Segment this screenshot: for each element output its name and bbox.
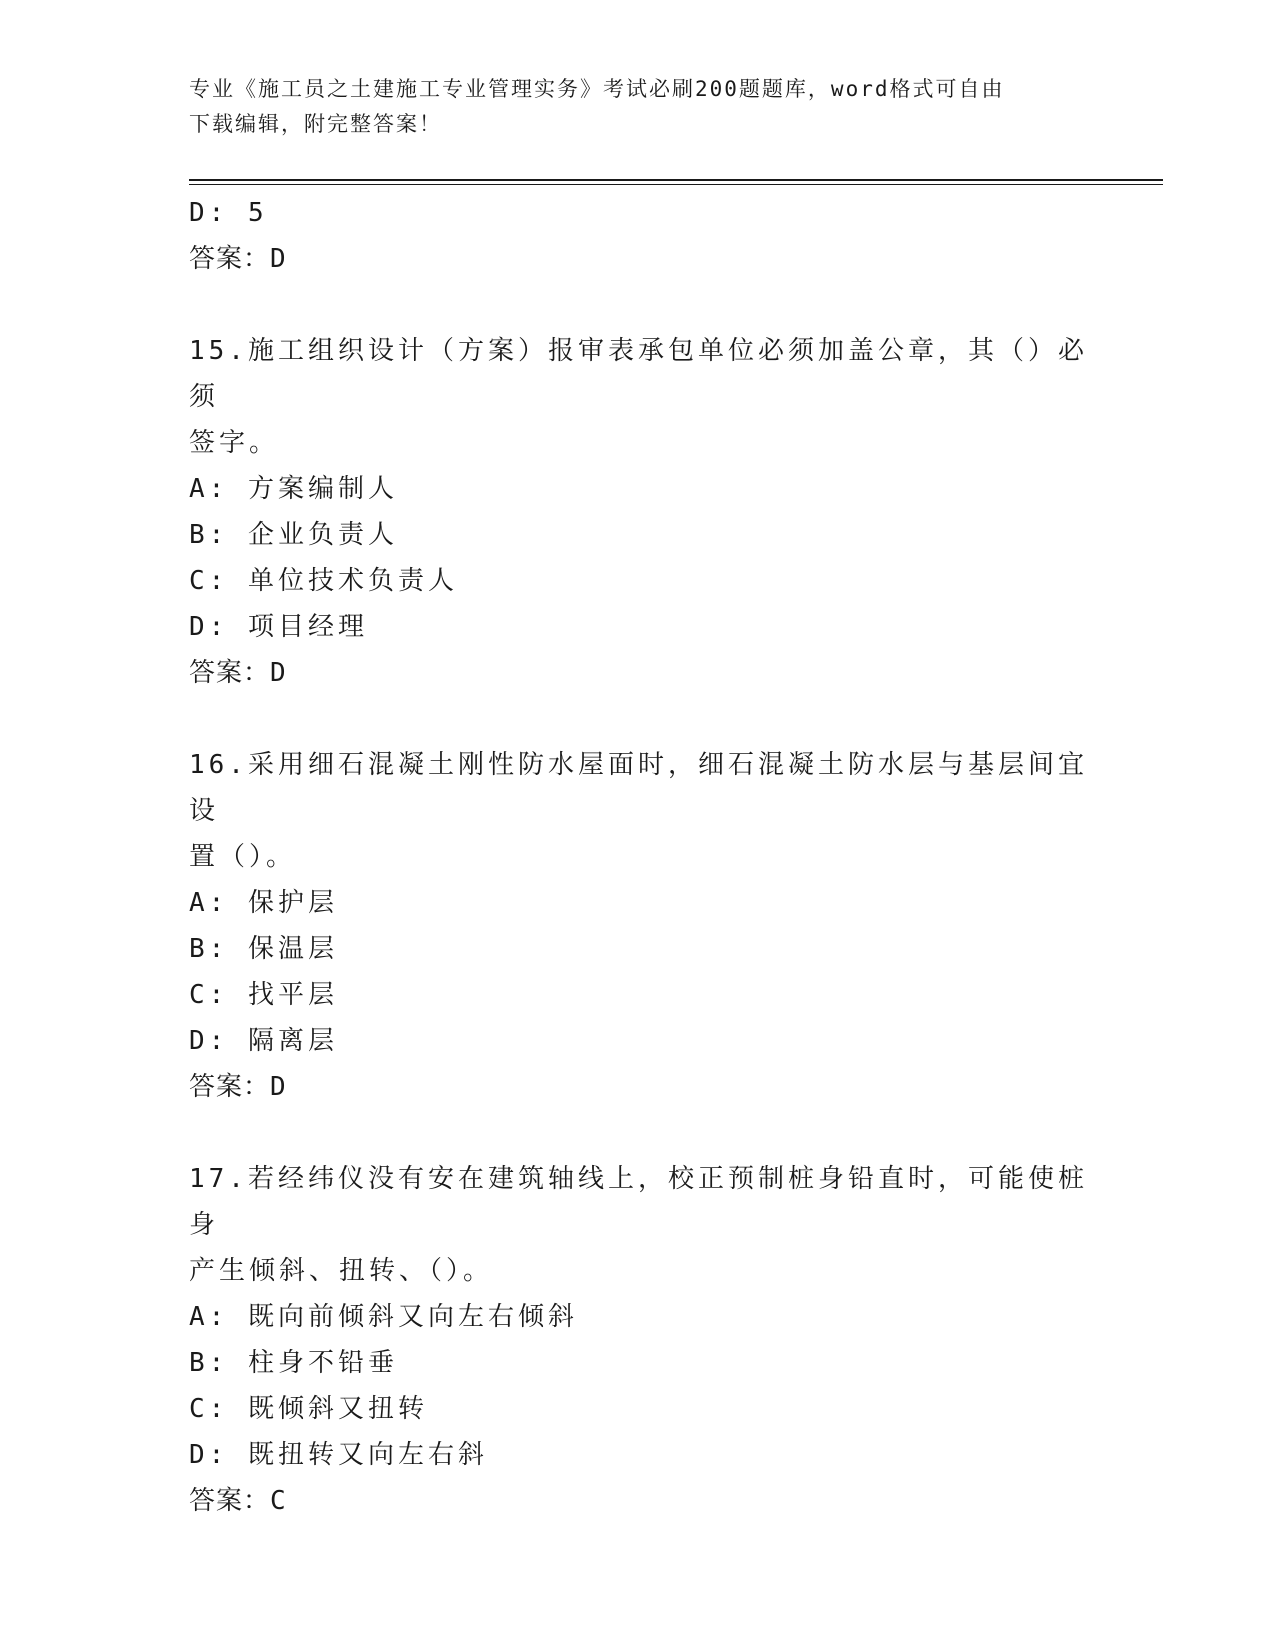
question-stem-line-1: 17.若经纬仪没有安在建筑轴线上，校正预制桩身铅直时，可能使桩身 [189,1164,1088,1240]
option-d: D: 既扭转又向左右斜 [189,1440,488,1470]
question-15 [189,328,1089,696]
option-a: A: 保护层 [189,888,338,918]
option-c: C: 单位技术负责人 [189,566,458,596]
option-d: D: 5 [189,198,268,228]
option-d: D: 隔离层 [189,1026,338,1056]
option-a: A: 方案编制人 [189,474,398,504]
question-17 [189,1156,1089,1524]
answer-line: 答案：D [189,658,287,688]
answer-line: 答案：D [189,244,287,274]
option-b: B: 柱身不铅垂 [189,1348,398,1378]
option-d: D: 项目经理 [189,612,368,642]
question-stem-line-1: 16.采用细石混凝土刚性防水屋面时，细石混凝土防水层与基层间宜设 [189,750,1088,826]
option-c: C: 既倾斜又扭转 [189,1394,428,1424]
answer-line: 答案：D [189,1072,287,1102]
question-stem-line-1: 15.施工组织设计（方案）报审表承包单位必须加盖公章，其（）必须 [189,336,1088,412]
header-line-1: 专业《施工员之土建施工专业管理实务》考试必刷200题题库，word格式可自由 [189,77,1005,101]
option-a: A: 既向前倾斜又向左右倾斜 [189,1302,578,1332]
header-line-2: 下载编辑，附完整答案！ [189,112,442,136]
question-content [189,190,1089,1524]
spacer [189,696,1089,742]
option-b: B: 企业负责人 [189,520,398,550]
spacer [189,282,1089,328]
question-stem-line-2: 签字。 [189,428,280,458]
question-16 [189,742,1089,1110]
page-header [189,72,1089,142]
header-divider-thin [189,184,1163,185]
answer-line: 答案：C [189,1486,287,1516]
question-stem-line-2: 产生倾斜、扭转、（）。 [189,1256,494,1286]
option-c: C: 找平层 [189,980,338,1010]
question-stem-line-2: 置（）。 [189,842,297,872]
option-b: B: 保温层 [189,934,338,964]
spacer [189,1110,1089,1156]
previous-question-tail [189,190,1089,282]
header-divider-thick [189,179,1163,181]
